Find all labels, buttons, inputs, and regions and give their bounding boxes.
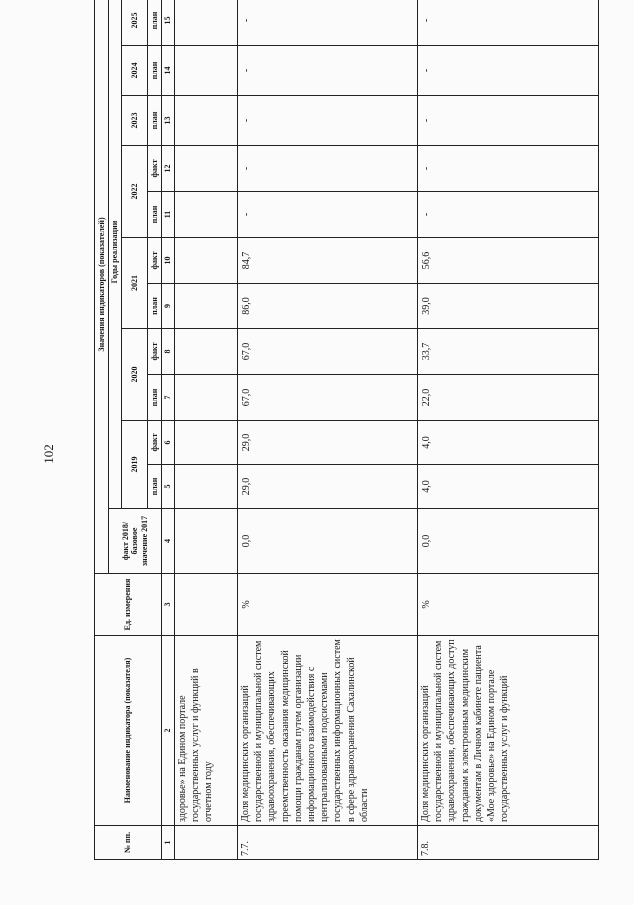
cell-2019-fact: 4,0 bbox=[418, 421, 599, 465]
cell-2023-plan: - bbox=[238, 96, 418, 146]
row-unit bbox=[175, 574, 238, 636]
header-year-2019: 2019 bbox=[122, 421, 148, 509]
col-number: 11 bbox=[162, 192, 175, 238]
header-plan: план bbox=[148, 46, 162, 96]
row-unit: % bbox=[418, 574, 599, 636]
header-plan: план bbox=[148, 96, 162, 146]
cell-2021-fact: 84,7 bbox=[238, 238, 418, 284]
col-number: 12 bbox=[162, 146, 175, 192]
cell-2019-plan: 4,0 bbox=[418, 465, 599, 509]
header-year-2023: 2023 bbox=[122, 96, 148, 146]
cell-2021-plan: 86,0 bbox=[238, 284, 418, 329]
header-fact: факт bbox=[148, 146, 162, 192]
col-number: 5 bbox=[162, 465, 175, 509]
cell-base: 0,0 bbox=[238, 509, 418, 574]
cell-2020-fact: 67,0 bbox=[238, 329, 418, 375]
row-name: Доля медицинских организаций государственной и муниципальной систем здравоохранения, обеспечивающих доступ гражданам к электронным медицинским документам в Личном кабинете пациента «Мое здоровье» на Едином портале государственных услуг и функций bbox=[418, 636, 599, 826]
cell-2021-fact bbox=[175, 238, 238, 284]
header-years-group: Годы реализации bbox=[109, 0, 122, 509]
col-number: 10 bbox=[162, 238, 175, 284]
cell-base: 0,0 bbox=[418, 509, 599, 574]
table-row bbox=[238, 0, 418, 860]
cell-2025-plan: - bbox=[238, 0, 418, 46]
cell-2019-plan: 29,0 bbox=[238, 465, 418, 509]
page-number: 102 bbox=[41, 444, 56, 464]
cell-2021-fact: 56,6 bbox=[418, 238, 599, 284]
header-plan: план bbox=[148, 465, 162, 509]
cell-2022-fact: - bbox=[238, 146, 418, 192]
cell-2019-fact bbox=[175, 421, 238, 465]
cell-2025-plan: - bbox=[418, 0, 599, 46]
header-base: факт 2018/базовое значение 2017 bbox=[109, 509, 162, 574]
cell-2023-plan bbox=[175, 96, 238, 146]
row-name: здоровье» на Едином портале государственных услуг и функций в отчетном году bbox=[175, 636, 238, 826]
header-year-2022: 2022 bbox=[122, 146, 148, 238]
rotated-table-container bbox=[94, 11, 599, 860]
cell-2020-fact bbox=[175, 329, 238, 375]
cell-2019-plan bbox=[175, 465, 238, 509]
row-num: 7.7. bbox=[238, 826, 418, 860]
cell-2022-plan: - bbox=[238, 192, 418, 238]
col-number: 8 bbox=[162, 329, 175, 375]
header-year-2020: 2020 bbox=[122, 329, 148, 421]
header-year-2024: 2024 bbox=[122, 46, 148, 96]
cell-2020-plan: 67,0 bbox=[238, 375, 418, 421]
cell-2022-fact: - bbox=[418, 146, 599, 192]
header-plan: план bbox=[148, 0, 162, 46]
cell-2024-plan bbox=[175, 46, 238, 96]
header-name: Наименование индикатора (показателя) bbox=[95, 636, 162, 826]
header-fact: факт bbox=[148, 238, 162, 284]
col-number: 4 bbox=[162, 509, 175, 574]
cell-2022-plan: - bbox=[418, 192, 599, 238]
col-number: 14 bbox=[162, 46, 175, 96]
col-number: 9 bbox=[162, 284, 175, 329]
header-num: № пп. bbox=[95, 826, 162, 860]
cell-2022-plan bbox=[175, 192, 238, 238]
header-year-2021: 2021 bbox=[122, 238, 148, 329]
cell-2020-fact: 33,7 bbox=[418, 329, 599, 375]
cell-2024-plan: - bbox=[238, 46, 418, 96]
header-fact: факт bbox=[148, 329, 162, 375]
header-fact: факт bbox=[148, 421, 162, 465]
row-unit: % bbox=[238, 574, 418, 636]
col-number: 3 bbox=[162, 574, 175, 636]
row-num: 7.8. bbox=[418, 826, 599, 860]
col-number: 7 bbox=[162, 375, 175, 421]
cell-2020-plan: 22,0 bbox=[418, 375, 599, 421]
col-number: 6 bbox=[162, 421, 175, 465]
cell-2024-plan: - bbox=[418, 46, 599, 96]
cell-2023-plan: - bbox=[418, 96, 599, 146]
header-unit: Ед. измерения bbox=[95, 574, 162, 636]
col-number: 15 bbox=[162, 0, 175, 46]
cell-2021-plan: 39,0 bbox=[418, 284, 599, 329]
cell-2021-plan bbox=[175, 284, 238, 329]
cell-2019-fact: 29,0 bbox=[238, 421, 418, 465]
header-values-group: Значения индикаторов (показателей) bbox=[95, 0, 109, 574]
cell-2025-plan bbox=[175, 0, 238, 46]
row-num bbox=[175, 826, 238, 860]
row-name: Доля медицинских организаций государственной и муниципальной систем здравоохранения, обеспечивающих преемственность оказания медицинской помощи гражданам путем организации информационного взаимодействия с централизованными подсистемами государственных информационных систем в сфере здравоохранения Сахалинской области bbox=[238, 636, 418, 826]
header-plan: план bbox=[148, 192, 162, 238]
header-plan: план bbox=[148, 284, 162, 329]
cell-2020-plan bbox=[175, 375, 238, 421]
header-year-2025: 2025 bbox=[122, 0, 148, 46]
cell-2022-fact bbox=[175, 146, 238, 192]
col-number: 1 bbox=[162, 826, 175, 860]
col-number: 2 bbox=[162, 636, 175, 826]
table-row bbox=[175, 0, 238, 860]
col-number: 13 bbox=[162, 96, 175, 146]
table-row bbox=[418, 0, 599, 860]
header-plan: план bbox=[148, 375, 162, 421]
indicators-table bbox=[94, 0, 599, 860]
cell-base bbox=[175, 509, 238, 574]
